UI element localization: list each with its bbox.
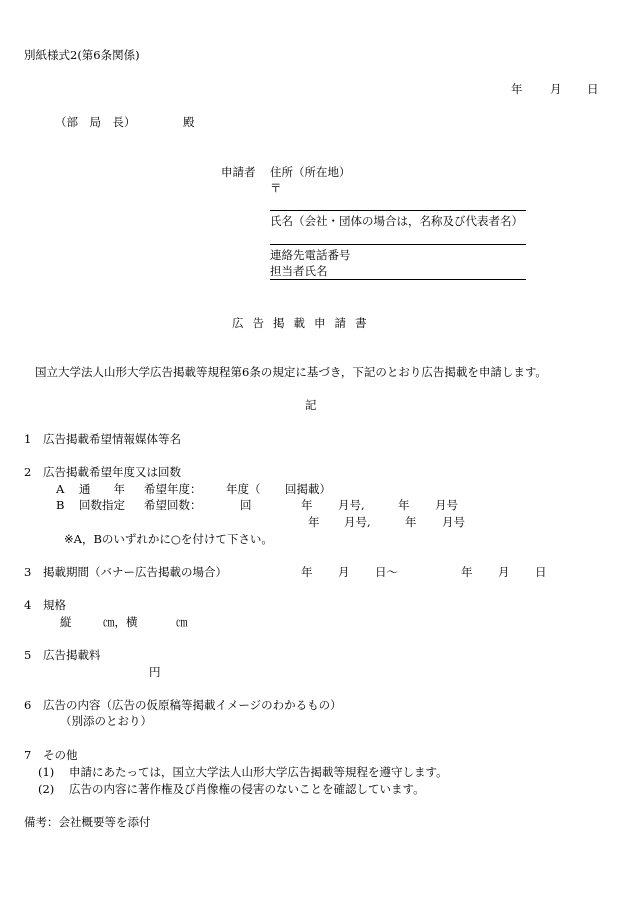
item-3-label: 掲載期間（バナー広告掲載の場合） — [43, 565, 227, 579]
option-b-type: 回数指定 — [79, 498, 125, 512]
option-b-want: 希望回数： — [144, 498, 202, 512]
date-day-label: 日 — [587, 82, 599, 96]
item-7-number: 7 — [24, 748, 32, 762]
option-note: ※A，Bのいずれかに○を付けて下さい。 — [64, 532, 273, 546]
b-row2-month1: 月号, — [344, 515, 371, 529]
size-cm-yoko: ㎝，横 — [103, 615, 138, 629]
period-to-month: 月 — [498, 565, 510, 579]
intro-text: 国立大学法人山形大学広告掲載等規程第6条の規定に基づき，下記のとおり広告掲載を申請します。 — [35, 365, 547, 379]
postal-mark: 〒 — [270, 181, 282, 195]
other-1-number: (1) — [38, 765, 55, 779]
item-5-number: 5 — [24, 648, 32, 662]
option-a-letter: A — [56, 482, 65, 496]
item-7-label: その他 — [43, 748, 78, 762]
period-from-month: 月 — [338, 565, 350, 579]
item-5-label: 広告掲載料 — [43, 648, 101, 662]
b-row2-year1: 年 — [308, 515, 320, 529]
date-year-label: 年 — [511, 82, 523, 96]
period-from-day: 日～ — [375, 565, 398, 579]
option-a-year: 年度（ — [226, 482, 261, 496]
ki-heading: 記 — [305, 398, 317, 412]
option-a-want: 希望年度： — [144, 482, 202, 496]
item-6-label: 広告の内容（広告の仮原稿等掲載イメージのわかるもの） — [43, 698, 342, 712]
b-row2-month2: 月号 — [442, 515, 465, 529]
address-label: 住所（所在地） — [270, 165, 351, 179]
form-number: 別紙様式2(第6条関係) — [24, 48, 140, 62]
fee-yen: 円 — [149, 665, 161, 679]
period-to-year: 年 — [461, 565, 473, 579]
size-cm: ㎝ — [176, 615, 188, 629]
item-4-number: 4 — [24, 598, 32, 612]
date-month-label: 月 — [550, 82, 562, 96]
period-to-day: 日 — [535, 565, 547, 579]
other-1-text: 申請にあたっては，国立大学法人山形大学広告掲載等規程を遵守します。 — [69, 765, 448, 779]
address-underline — [270, 210, 526, 211]
size-tate: 縦 — [60, 615, 72, 629]
option-b-letter: B — [56, 498, 65, 512]
addressee-honorific: 殿 — [183, 115, 195, 129]
item-1-number: 1 — [24, 432, 32, 446]
option-b-kai: 回 — [240, 498, 252, 512]
b-row1-month2: 月号 — [435, 498, 458, 512]
b-row1-year1: 年 — [301, 498, 313, 512]
b-row1-month1: 月号, — [338, 498, 365, 512]
item-1-label: 広告掲載希望情報媒体等名 — [43, 432, 181, 446]
other-2-text: 広告の内容に著作権及び肖像権の侵害のないことを確認しています。 — [69, 782, 425, 796]
b-row1-year2: 年 — [398, 498, 410, 512]
option-a-type: 通 年 — [79, 482, 125, 496]
addressee-title: （部 局 長） — [55, 115, 136, 129]
period-from-year: 年 — [301, 565, 313, 579]
name-label: 氏名（会社・団体の場合は，名称及び代表者名） — [270, 214, 523, 228]
other-2-number: (2) — [38, 782, 55, 796]
item-6-sub: （別添のとおり） — [60, 714, 152, 728]
document-title: 広告掲載申請書 — [232, 316, 376, 330]
person-underline — [270, 279, 526, 280]
item-2-number: 2 — [24, 465, 32, 479]
option-a-times: 回掲載） — [285, 482, 331, 496]
item-6-number: 6 — [24, 698, 32, 712]
b-row2-year2: 年 — [405, 515, 417, 529]
remarks: 備考：会社概要等を添付 — [24, 815, 151, 829]
person-label: 担当者氏名 — [270, 264, 328, 278]
name-underline — [270, 244, 526, 245]
item-4-label: 規格 — [43, 598, 66, 612]
applicant-label: 申請者 — [221, 165, 256, 179]
item-2-label: 広告掲載希望年度又は回数 — [43, 465, 181, 479]
phone-label: 連絡先電話番号 — [270, 248, 351, 262]
item-3-number: 3 — [24, 565, 32, 579]
